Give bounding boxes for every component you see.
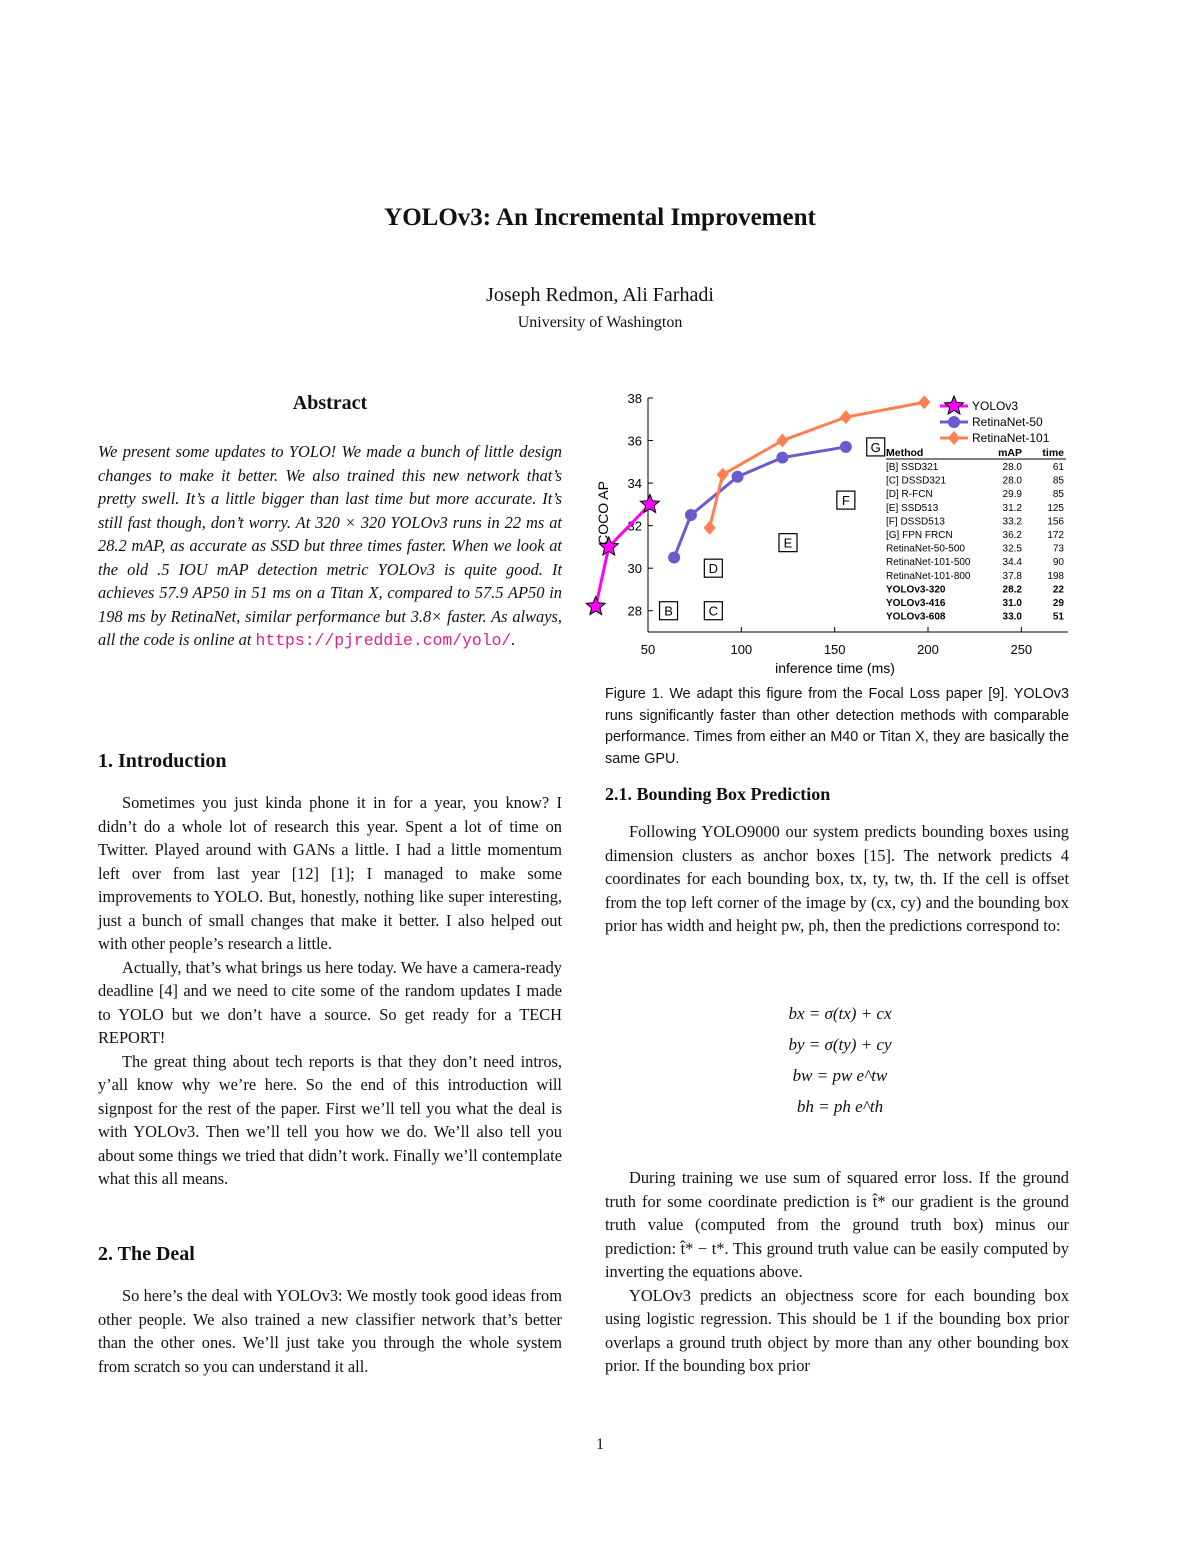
intro-paragraph-2: Actually, that’s what brings us here today. We have a camera-ready deadline [4] and we need to cite some of the random updates I made to YOLO but we don’t have a source. So get ready for a TECH REPORT!	[98, 957, 562, 1047]
chart-results-table	[886, 447, 1066, 623]
table-cell: 32.5	[1002, 543, 1022, 555]
deal-heading: 2. The Deal	[98, 1243, 195, 1265]
table-cell: [F] DSSD513	[886, 516, 945, 528]
table-cell: 34.4	[1002, 557, 1022, 569]
data-point	[776, 452, 788, 464]
equation-bx: bx = σ(tx) + cx	[788, 1004, 892, 1023]
table-cell: [E] SSD513	[886, 502, 939, 514]
table-cell: 29	[1052, 598, 1064, 609]
y-tick-label: 36	[627, 433, 642, 449]
bbox-paragraph-2: During training we use sum of squared error loss. If the ground truth for some coordinate prediction is t̂* our gradient is the ground truth value (computed from the ground truth box) minus our prediction: t̂* − t*. This ground truth value can be easily computed by inverting the equations above.	[605, 1168, 1069, 1281]
table-cell: 85	[1052, 489, 1064, 501]
table-cell: [D] R-FCN	[886, 489, 933, 501]
table-cell: 28.0	[1002, 475, 1022, 487]
table-cell: 125	[1047, 502, 1064, 514]
series-line	[674, 447, 846, 558]
method-box-label: D	[708, 561, 719, 577]
x-tick-label: 100	[730, 642, 753, 657]
paper-title: YOLOv3: An Incremental Improvement	[384, 204, 816, 231]
equations	[640, 1004, 1040, 1128]
page-number: 1	[596, 1436, 604, 1453]
bbox-text-1: Following YOLO9000 our system predicts bounding boxes using dimension clusters as anchor boxes [15]. The network predicts 4 coordinates for each bounding box, tx, ty, tw, th. If the cell is offset from the top left corner of the image by (cx, cy) and the bounding box prior has width and height pw, ph, then the predictions correspond to:	[605, 822, 1069, 935]
table-cell: [B] SSD321	[886, 462, 939, 473]
table-header: mAP	[998, 447, 1022, 459]
table-cell: 85	[1052, 475, 1064, 487]
table-cell: [C] DSSD321	[886, 475, 947, 487]
method-box-label: F	[841, 493, 850, 509]
data-point	[918, 395, 930, 409]
table-cell: 73	[1052, 543, 1064, 555]
abstract-body	[98, 440, 562, 653]
x-tick-label: 50	[640, 642, 656, 657]
y-tick-label: 30	[627, 561, 642, 577]
table-cell: YOLOv3-608	[886, 611, 946, 623]
equation-bh: bh = ph e^th	[796, 1097, 884, 1116]
chart-legend	[940, 396, 1050, 445]
figure-caption: Figure 1. We adapt this figure from the Focal Loss paper [9]. YOLOv3 runs significantly faster than other detection methods with comparable performance. Times from either an M40 or Titan X, they are basically the same GPU.	[605, 686, 1069, 767]
y-tick-label: 34	[627, 476, 642, 492]
intro-body	[98, 791, 562, 1191]
data-point	[776, 434, 788, 448]
legend-marker	[948, 416, 960, 428]
table-cell: 61	[1052, 462, 1064, 473]
legend-label: YOLOv3	[972, 399, 1019, 413]
legend-label: RetinaNet-101	[972, 431, 1050, 445]
abstract-text: We present some updates to YOLO! We made a bunch of little design changes to make it better. We also trained this new network that’s pretty swell. It’s a little bigger than last time but more accurate. It’s still fast though, don’t worry. At 320 × 320 YOLOv3 runs in 22 ms at 28.2 mAP, as accurate as SSD but three times faster. When we look at the old .5 IOU mAP detection metric YOLOv3 is quite good. It achieves 57.9 AP50 in 51 ms on a Titan X, compared to 57.5 AP50 in 198 ms by RetinaNet, similar performance but 3.8× faster. As always, all the code is online at	[98, 442, 562, 649]
y-tick-label: 28	[627, 603, 642, 619]
table-cell: 156	[1047, 516, 1064, 528]
ap-vs-time-chart	[580, 388, 1080, 680]
table-cell: 29.9	[1002, 489, 1022, 501]
table-cell: RetinaNet-50-500	[886, 543, 965, 555]
table-cell: 28.0	[1002, 462, 1022, 473]
legend-marker	[945, 396, 964, 414]
data-point	[704, 521, 716, 535]
equation-by: by = σ(ty) + cy	[788, 1035, 892, 1054]
chart-series	[586, 395, 930, 614]
data-point	[668, 552, 680, 564]
deal-paragraph-1: So here’s the deal with YOLOv3: We mostly took good ideas from other people. We also trained a new classifier network that’s better than the other ones. We’ll just take you through the whole system from scratch so you can understand it all.	[98, 1286, 562, 1376]
table-cell: 90	[1052, 557, 1064, 569]
x-tick-label: 250	[1010, 642, 1033, 657]
chart-xlabel: inference time (ms)	[775, 660, 895, 676]
table-cell: YOLOv3-416	[886, 598, 946, 609]
table-cell: 36.2	[1002, 530, 1022, 541]
table-cell: RetinaNet-101-500	[886, 557, 971, 569]
x-tick-label: 200	[917, 642, 939, 657]
table-cell: 31.0	[1002, 598, 1022, 609]
table-cell: 172	[1047, 530, 1064, 541]
abstract-heading: Abstract	[292, 392, 368, 414]
table-cell: 28.2	[1002, 584, 1022, 596]
method-box-label: B	[664, 603, 673, 619]
table-cell: 31.2	[1002, 502, 1022, 514]
table-cell: 22	[1052, 584, 1064, 596]
series-retinanet-50	[668, 441, 852, 564]
bbox-heading: 2.1. Bounding Box Prediction	[605, 784, 831, 804]
abstract-end: .	[511, 630, 516, 649]
table-cell: RetinaNet-101-800	[886, 570, 971, 582]
data-point	[732, 471, 744, 483]
equation-bw: bw = pw e^tw	[792, 1066, 888, 1085]
legend-marker	[948, 431, 960, 445]
table-cell: YOLOv3-320	[886, 584, 946, 596]
table-header: time	[1042, 447, 1064, 459]
table-cell: 33.0	[1002, 611, 1022, 623]
data-point	[717, 468, 729, 482]
paper-affiliation: University of Washington	[517, 314, 683, 331]
y-tick-label: 32	[627, 518, 642, 534]
table-cell: 198	[1047, 570, 1064, 582]
method-box-label: G	[870, 439, 881, 455]
paper-authors: Joseph Redmon, Ali Farhadi	[486, 284, 714, 306]
data-point	[685, 509, 697, 521]
table-header: Method	[886, 447, 924, 459]
bbox-body-2	[605, 1166, 1069, 1378]
table-cell: 51	[1052, 611, 1064, 623]
x-tick-label: 150	[823, 642, 846, 657]
legend-label: RetinaNet-50	[972, 415, 1043, 429]
table-cell: 33.2	[1002, 516, 1022, 528]
bbox-paragraph-1	[605, 820, 1069, 938]
deal-body	[98, 1284, 562, 1378]
table-cell: 37.8	[1002, 570, 1022, 582]
method-box-label: E	[783, 535, 793, 551]
method-box-label: C	[708, 603, 719, 619]
bbox-paragraph-3: YOLOv3 predicts an objectness score for each bounding box using logistic regression. This should be 1 if the bounding box prior overlaps a ground truth object by more than any other bounding box prior. If the bounding box prior	[605, 1285, 1069, 1375]
data-point	[586, 597, 605, 615]
intro-paragraph-3: The great thing about tech reports is that they don’t need intros, y’all know why we’re here. So the end of this introduction will signpost for the rest of the paper. First we’ll tell you what the deal is with YOLOv3. Then we’ll tell you how we do. We’ll also tell you about some things we tried that didn’t work. Finally we’ll contemplate what this all means.	[98, 1051, 562, 1188]
chart-ylabel: COCO AP	[595, 481, 611, 545]
data-point	[840, 441, 852, 453]
data-point	[840, 410, 852, 424]
intro-paragraph-1: Sometimes you just kinda phone it in for a year, you know? I didn’t do a whole lot of research this year. Spent a lot of time on Twitter. Played around with GANs a little. I had a little momentum left over from last year [12] [1]; I managed to make some improvements to YOLO. But, honestly, nothing like super interesting, just a bunch of small changes that make it better. I also helped out with other people’s research a little.	[98, 793, 562, 953]
intro-heading: 1. Introduction	[98, 750, 227, 772]
code-link[interactable]: https://pjreddie.com/yolo/	[255, 631, 512, 650]
chart-method-boxes	[660, 438, 885, 620]
table-cell: [G] FPN FRCN	[886, 530, 953, 541]
y-tick-label: 38	[627, 391, 642, 406]
